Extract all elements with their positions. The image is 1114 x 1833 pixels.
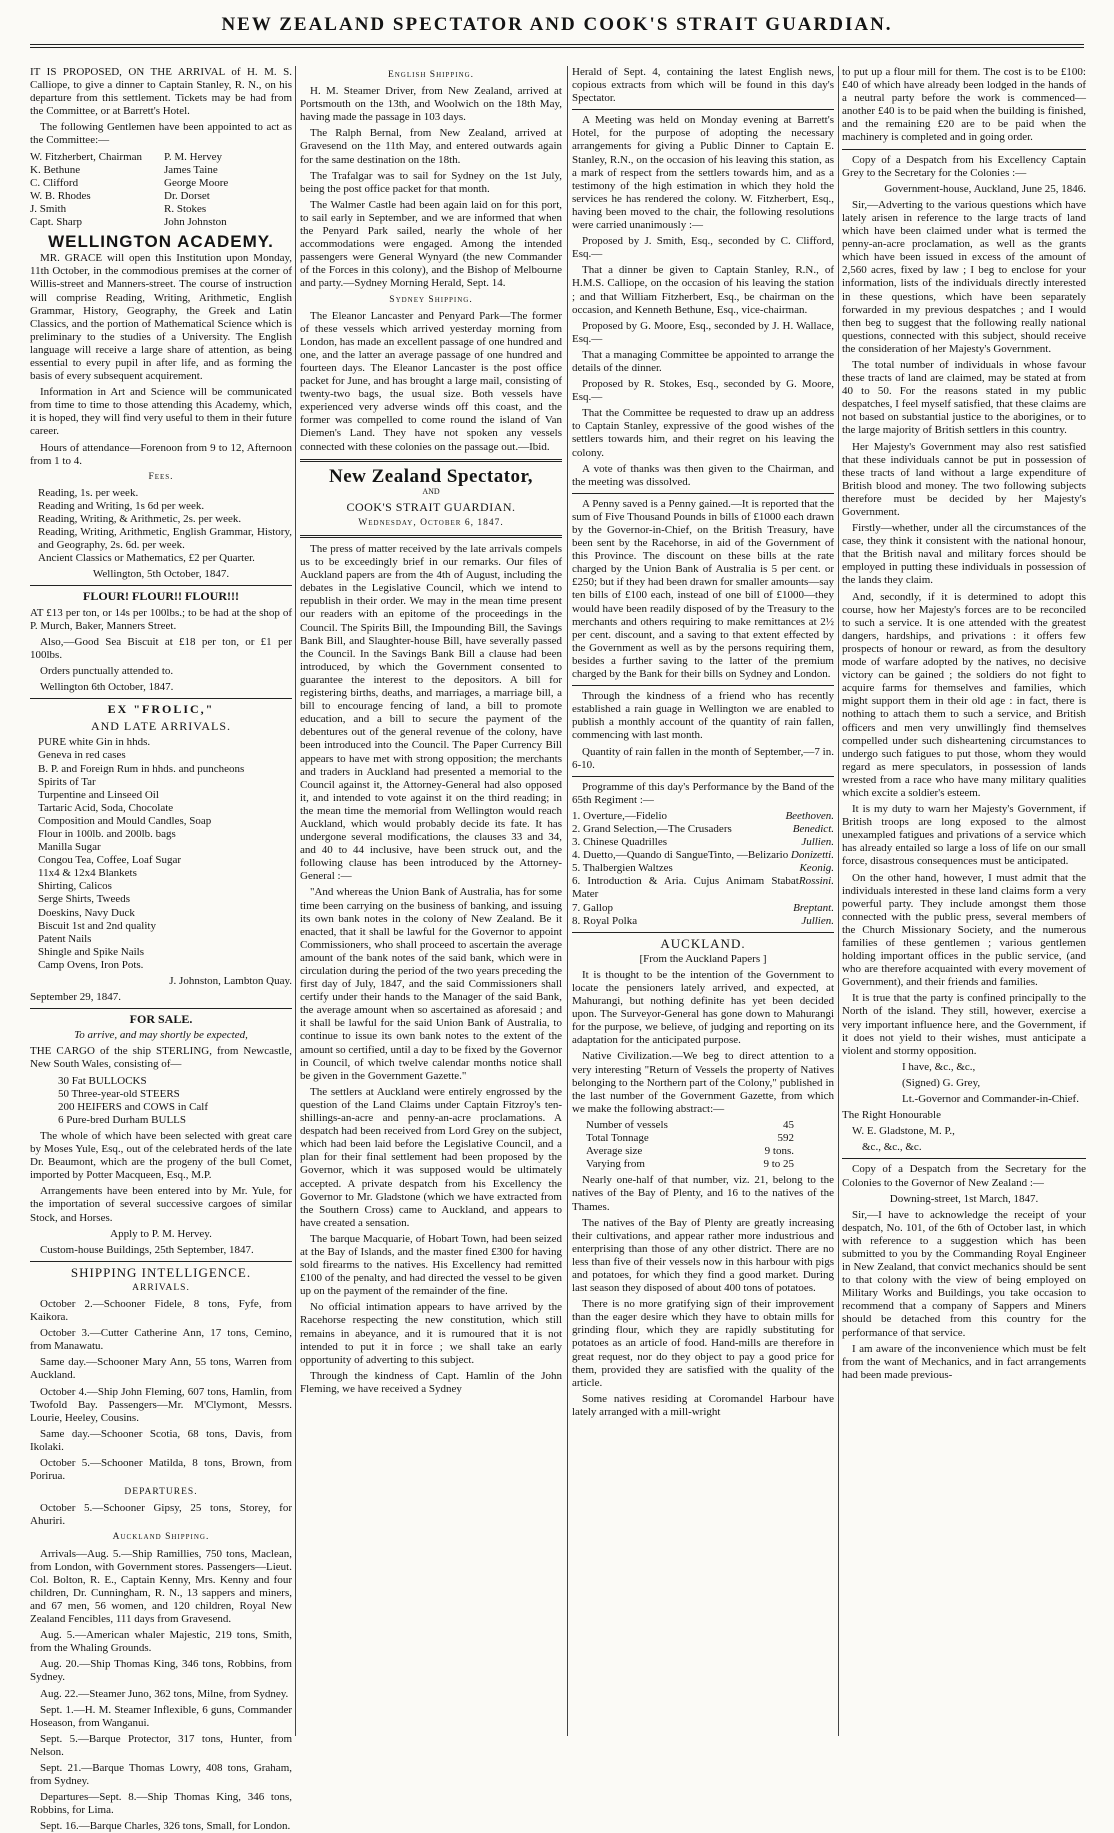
stat-label: Number of vessels xyxy=(586,1118,668,1131)
paper-title-cook: COOK'S STRAIT GUARDIAN. xyxy=(346,499,516,514)
arrival-entry: Same day.—Schooner Scotia, 68 tons, Davis, from Ikolaki. xyxy=(30,1427,292,1453)
despatch2-text: I am aware of the inconvenience which must be felt from the want of Mechanics, and in fact arrangements had been made previous- xyxy=(842,1342,1086,1381)
programme-composer: Jullien. xyxy=(801,914,834,927)
stat-value: 9 tons. xyxy=(764,1145,794,1158)
sale-subheading: To arrive, and may shortly be expected, xyxy=(74,1029,248,1042)
departures-heading: DEPARTURES. xyxy=(124,1487,198,1498)
despatch-title: Copy of a Despatch from his Excellency Captain Grey to the Secretary for the Colonies :— xyxy=(842,153,1086,179)
native-text: The natives of the Bay of Plenty are greatly increasing their cultivations, and appear rather more industrious and enterprising than those of any other district. There are no less than five of their vessels now in this harbour with pigs and potatoes, for which they find a good market. During last season they disposed of about 400 tons of potatoes. xyxy=(572,1216,834,1295)
auckland-shipping-entry: Sept. 16.—Barque Charles, 326 tons, Small, for London. xyxy=(40,1820,291,1833)
goods-item: Manilla Sugar xyxy=(38,841,101,854)
divider xyxy=(30,698,292,699)
auckland-shipping-entry: Arrivals—Aug. 5.—Ship Ramillies, 750 tons, Maclean, from London, with Government stores. Passengers—Lieut. Col. Bolton, R. E., Captain Kenny, Mrs. Kenny and four children, Dr. Cunningham, R. N., 13 sappers and miners, and 67 men, 56 women, and 120 children, Royal New Zealand Fencibles, 111 days from Gravesend. xyxy=(30,1547,292,1626)
sydney-shipping-heading: Sydney Shipping. xyxy=(389,294,473,305)
frolic-items xyxy=(30,736,292,972)
cattle-item: 6 Pure-bred Durham BULLS xyxy=(58,1113,187,1126)
paper-title-and: AND xyxy=(422,486,440,496)
programme-item xyxy=(572,875,834,901)
despatch-address: The Right Honourable xyxy=(842,1109,941,1122)
fees-heading: Fees. xyxy=(148,471,174,482)
programme-composer: Beethoven. xyxy=(785,809,834,822)
flour-text: AT £13 per ton, or 14s per 100lbs.; to be had at the shop of P. Murch, Baker, Manners Street. xyxy=(30,606,292,632)
herald-text: Herald of Sept. 4, containing the latest English news, copious extracts from which will be found in this day's Spectator. xyxy=(572,66,834,105)
sale-items xyxy=(30,1075,292,1127)
paper-title: New Zealand Spectator, xyxy=(329,465,533,487)
divider xyxy=(30,585,292,586)
stat-row xyxy=(572,1119,834,1132)
fee-item: Reading, Writing, & Arithmetic, 2s. per week. xyxy=(38,513,242,525)
goods-item: Shingle and Spike Nails xyxy=(38,945,145,958)
paper-date: Wednesday, October 6, 1847. xyxy=(358,517,504,528)
despatch-paragraph: And, secondly, if it is determined to adopt this course, how her Majesty's forces are to be reconciled to such a service. It is one attended with the greatest dangers, hardships, and privations : it offers few prospects of honour or reward, as from the desultory mode of warfare adopted by the natives, no decisive victory can be gained ; the soldiers do not fight to acquire farms for themselves and families, which might support them in their old age : in fact, there is nothing to attach them to such a service, and British officers and men very unwillingly find themselves compelled under such disheartening circumstances to undergo such fatigues to put those, whom they would regard as mere speculators, in possession of lands wrested from a race who have many military qualities which excite a soldier's esteem. xyxy=(842,590,1086,799)
despatch-paragraph: It is true that the party is confined principally to the North of the island. They still, however, exercise a very important influence here, and the Government, if it does not yield to their wishes, must anticipate a violent and stormy opposition. xyxy=(842,992,1086,1057)
despatch-sign: (Signed) G. Grey, xyxy=(902,1076,981,1089)
committee-member: W. Fitzherbert, Chairman xyxy=(30,150,143,163)
frolic-heading: EX "FROLIC," xyxy=(107,702,215,717)
divider xyxy=(572,493,834,494)
committee-member: Capt. Sharp xyxy=(30,216,82,229)
fee-item: Reading, Writing, Arithmetic, English Grammar, History, and Geography, 2s. 6d. per week. xyxy=(38,526,292,552)
frolic-date: September 29, 1847. xyxy=(30,991,122,1004)
meeting-paragraph: That a managing Committee be appointed to arrange the details of the dinner. xyxy=(572,348,834,374)
sydney-shipping-text: The Eleanor Lancaster and Penyard Park—The former of these vessels which arrived yesterday morning from London, has made an excellent passage of one hundred and one, and the latter an average passage of one hundred and fourteen days. The Eleanor Lancaster is the post office packet for June, and has brought a large mail, consisting of twenty-two bags, the usual size. Both vessels have experienced very adverse winds off this coast, and the former was compelled to come round the island of Van Diemen's Land. They have not spoken any vessels connected with these colonies on the passage out.—Ibid. xyxy=(300,309,562,453)
programme-piece: 7. Gallop xyxy=(572,901,613,914)
programme-list xyxy=(572,810,834,928)
fee-item: Ancient Classics or Mathematics, £2 per Quarter. xyxy=(38,552,255,565)
column-divider xyxy=(838,66,839,1736)
programme-composer: Benedict. xyxy=(792,822,834,835)
meeting-article xyxy=(572,114,834,489)
despatch-address: W. E. Gladstone, M. P., xyxy=(852,1125,955,1138)
column-divider xyxy=(295,66,296,1736)
goods-item: Flour in 100lb. and 200lb. bags xyxy=(38,827,176,840)
programme-composer: Jullien. xyxy=(801,836,834,849)
auckland-shipping-heading: Auckland Shipping. xyxy=(112,1532,210,1543)
arrivals-heading: ARRIVALS. xyxy=(132,1282,190,1293)
programme-piece: 5. Thalbergien Waltzes xyxy=(572,862,673,875)
sale-apply: Apply to P. M. Hervey. xyxy=(110,1227,212,1240)
divider xyxy=(300,535,562,538)
auckland-shipping-entry: Aug. 20.—Ship Thomas King, 346 tons, Robbins, from Sydney. xyxy=(30,1658,292,1684)
programme-composer: Breptant. xyxy=(793,901,834,914)
programme-item xyxy=(572,902,834,915)
masthead-rule xyxy=(30,44,1084,45)
despatch-paragraph: On the other hand, however, I must admit that the individuals interested in these land claims form a very powerful party. They include amongst them those connected with the public press, several members of the Church Missionary Society, and the numerous families of these gentlemen ; various gentlemen holding important offices in the public service, (and who are therefore acquainted with every movement of Government), and their friends and families. xyxy=(842,871,1086,989)
committee-list xyxy=(30,151,292,230)
sale-text: THE CARGO of the ship STERLING, from Newcastle, New South Wales, consisting of— xyxy=(30,1045,292,1071)
committee-member: J. Smith xyxy=(30,202,67,215)
meeting-paragraph: That the Committee be requested to draw up an address to Captain Stanley, expressive of the good wishes of the settlers towards him, and their regret on his leaving the colony. xyxy=(572,407,834,459)
divider xyxy=(842,149,1086,150)
despatch-text xyxy=(842,199,1086,1058)
native-text: Native Civilization.—We beg to direct attention to a very interesting "Return of Vessels the property of Natives belonging to the Northern part of the Colony," published in the last number of the Government Gazette, from which we make the following abstract:— xyxy=(572,1050,834,1115)
flour-text: Also,—Good Sea Biscuit at £18 per ton, or £1 per 100lbs. xyxy=(30,635,292,661)
frolic-sign: J. Johnston, Lambton Quay. xyxy=(169,975,292,987)
english-shipping-list xyxy=(300,85,562,290)
sale-text: Arrangements have been entered into by Mr. Yule, for the importation of several successive cargoes of similar Stock, and Horses. xyxy=(30,1185,292,1224)
programme-item xyxy=(572,836,834,849)
despatch-place: Government-house, Auckland, June 25, 1846. xyxy=(884,182,1086,195)
auckland-shipping-entry: Departures—Sept. 8.—Ship Thomas King, 346 tons, Robbins, for Lima. xyxy=(30,1791,292,1817)
divider xyxy=(572,685,834,686)
committee-member: George Moore xyxy=(164,176,229,189)
despatch-sign: Lt.-Governor and Commander-in-Chief. xyxy=(902,1093,1079,1106)
programme-item xyxy=(572,849,834,862)
english-shipping-heading: English Shipping. xyxy=(387,70,475,80)
masthead: NEW ZEALAND SPECTATOR AND COOK'S STRAIT GUARDIAN. xyxy=(221,14,893,35)
goods-item: Patent Nails xyxy=(38,932,92,945)
despatch2-place: Downing-street, 1st March, 1847. xyxy=(889,1192,1039,1205)
stat-value: 592 xyxy=(777,1132,794,1145)
committee-member: Dr. Dorset xyxy=(164,189,210,202)
goods-item: Tartaric Acid, Soda, Chocolate xyxy=(38,801,174,814)
divider xyxy=(842,1158,1086,1159)
english-shipping-entry: The Trafalgar was to sail for Sydney on the 1st July, being the post office packet for that month. xyxy=(300,169,562,195)
committee-member: P. M. Hervey xyxy=(164,150,223,163)
mill-text: to put up a flour mill for them. The cost is to be £100: £40 of which have already been lodged in the hands of a neutral party before the work is commenced—another £40 is to be paid when the building is finished, and the remaining £20 are to be paid when the machinery is completed and in going order. xyxy=(842,66,1086,144)
column-1 xyxy=(30,66,292,1833)
english-shipping-entry: H. M. Steamer Driver, from New Zealand, arrived at Portsmouth on the 13th, and Woolwich on the 18th May, having made the passage in 103 days. xyxy=(300,85,562,124)
english-shipping-entry: The Walmer Castle had been again laid on for this port, to sail early in September, and we are informed that when the Penyard Park sailed, nearly the whole of her accommodations were engaged. Among the intended passengers were General Wynyard (the new Commander of the Forces in this colony), and the Bishop of Melbourne and party.—Sydney Morning Herald, Sept. 14. xyxy=(300,198,562,290)
stat-label: Average size xyxy=(586,1145,643,1158)
auckland-shipping-entry: Sept. 5.—Barque Protector, 317 tons, Hunter, from Nelson. xyxy=(30,1732,292,1758)
committee-member: James Taine xyxy=(164,163,218,176)
meeting-paragraph: A vote of thanks was then given to the Chairman, and the meeting was dissolved. xyxy=(572,462,834,488)
programme-piece: 1. Overture,—Fidelio xyxy=(572,809,668,822)
vessel-stats xyxy=(572,1119,834,1171)
rain-quantity: Quantity of rain fallen in the month of September,—7 in. 6-10. xyxy=(572,745,834,771)
despatch-paragraph: Her Majesty's Government may also rest satisfied that these individuals cannot be put in possession of these tracts of land without a large expenditure of British blood and money. The two following subjects therefore must be decided by her Majesty's Government. xyxy=(842,440,1086,518)
column-4 xyxy=(842,66,1086,1736)
auckland-source: [From the Auckland Papers ] xyxy=(639,952,767,965)
flour-heading: FLOUR! FLOUR!! FLOUR!!! xyxy=(83,589,239,604)
goods-item: Spirits of Tar xyxy=(38,775,96,788)
frolic-subheading: AND LATE ARRIVALS. xyxy=(90,719,232,734)
stat-value: 45 xyxy=(783,1118,794,1131)
goods-item: Doeskins, Navy Duck xyxy=(38,906,135,919)
programme-item xyxy=(572,823,834,836)
english-shipping-entry: The Ralph Bernal, from New Zealand, arrived at Gravesend on the 11th May, and entered outwards again for the same destination on the 18th. xyxy=(300,127,562,166)
programme-piece: 2. Grand Selection,—The Crusaders xyxy=(572,822,732,835)
arrival-entry: October 3.—Cutter Catherine Ann, 17 tons, Cemino, from Manawatu. xyxy=(30,1327,292,1353)
lead-paragraph: The settlers at Auckland were entirely engrossed by the question of the Land Claims under Captain Fitzroy's ten-shillings-an-acre and penny-an-acre proclamations. A despatch had been received from Lord Grey on the subject, which had been laid before the Legislative Council, and a plan for their final settlement had been proposed by the Governor, which it was supposed would be ultimately accepted. A private despatch from his Excellency the Governor to Mr. Gladstone (which we have extracted from the Southern Cross) came to Auckland, and appears to have created a sensation. xyxy=(300,1085,562,1229)
lead-paragraph: The press of matter received by the late arrivals compels us to be exceedingly brief in our remarks. Our files of Auckland papers are from the 4th of August, including the debates in the Legislative Council, which we intend to republish in their order. We may in the mean time present our readers with an epitome of the proceedings in the Council. The Spirits Bill, the Impounding Bill, the Savings Bank Bill, and Slaughter-house Bill, have severally passed the Council. In the Savings Bank Bill a clause had been introduced, by which the Government consented to guarantee the interest to the depositors. A bill for registering births, deaths, and marriages, a marriage bill, a bill to encourage fencing of land, a bill to promote education, and a bill to secure the payment of the debentures out of the general revenue of the colony, have been introduced into the Council. The Paper Currency Bill appears to have met with strong opposition; the merchants and traders in Auckland had presented a memorial to the Council against it, the Attorney-General had also opposed it, and intended to vote against it on the third reading; in the mean time the memorial from Wellington would reach Auckland, which would probably decide its fate. It has undergone several modifications, the clauses 33 and 34, and 40 to 44 inclusive, have been struck out, and the following clause has been introduced by the Attorney-General :— xyxy=(300,543,562,883)
auckland-shipping-entry: Sept. 1.—H. M. Steamer Inflexible, 6 guns, Commander Hoseason, from Wanganui. xyxy=(30,1703,292,1729)
committee-member: C. Clifford xyxy=(30,176,79,189)
committee-member: R. Stokes xyxy=(164,202,207,215)
academy-title: WELLINGTON ACADEMY. xyxy=(48,232,274,252)
flour-date: Wellington 6th October, 1847. xyxy=(40,681,174,694)
divider xyxy=(572,776,834,777)
despatch2-text: Sir,—I have to acknowledge the receipt of your despatch, No. 101, of the 6th of October last, in which with reference to a suggestion which has been submitted to you by the Commanding Royal Engineer in New Zealand, that convict mechanics should be sent to that colony with the view of being employed on Military Works and Buildings, you take occasion to recommend that a company of Sappers and Miners should be detached from this country for the performance of that service. xyxy=(842,1208,1086,1339)
meeting-paragraph: A Meeting was held on Monday evening at Barrett's Hotel, for the purpose of adopting the necessary arrangements for giving a Public Dinner to Captain E. Stanley, R.N., on the occasion of his leaving this station, as a mark of respect from the settlers towards him, and as a testimony of the high estimation in which they hold the services he has rendered the colony. W. Fitzherbert, Esq., having been moved to the chair, the following resolutions were carried unanimously :— xyxy=(572,114,834,232)
arrival-entry: October 5.—Schooner Matilda, 8 tons, Brown, from Porirua. xyxy=(30,1457,292,1483)
despatch-address: &c., &c., &c. xyxy=(862,1141,922,1154)
goods-item: PURE white Gin in hhds. xyxy=(38,736,151,749)
flour-text: Orders punctually attended to. xyxy=(40,664,174,677)
despatch-paragraph: It is my duty to warn her Majesty's Government, if British troops are long exposed to the almost unexampled fatigues and privations of a service which has already entailed so large a loss of life on our small force, disastrous consequences must be anticipated. xyxy=(842,803,1086,868)
despatch2-title: Copy of a Despatch from the Secretary for the Colonies to the Governor of New Zealand :— xyxy=(842,1163,1086,1189)
goods-item: Turpentine and Linseed Oil xyxy=(38,788,159,801)
lead-article xyxy=(300,543,562,1396)
despatch-paragraph: Firstly—whether, under all the circumstances of the case, they think it consistent with the national honour, that the British naval and military forces should be employed in putting these individuals in possession of the lands they claim. xyxy=(842,522,1086,587)
programme-piece: 3. Chinese Quadrilles xyxy=(572,836,668,849)
column-3 xyxy=(572,66,834,1736)
programme-item xyxy=(572,810,834,823)
arrivals-list xyxy=(30,1298,292,1483)
academy-text: MR. GRACE will open this Institution upon Monday, 11th October, in the commodious premises at the corner of Willis-street and Manners-street. The course of instruction will comprise Reading, Writing, Arithmetic, English Grammar, History, Geography, the Greek and Latin Classics, and the portion of Mathematical Science which is preliminary to the studies of a University. The English language will receive a large share of attention, as being essential to every pupil in after life, and as forming the basis of every subsequent acquirement. xyxy=(30,252,292,383)
programme-piece: 6. Introduction & Aria. Cujus Animam Stabat Mater xyxy=(572,875,799,901)
goods-item: Composition and Mould Candles, Soap xyxy=(38,814,212,827)
lead-paragraph: The barque Macquarie, of Hobart Town, had been seized at the Bay of Islands, and the master fined £300 for having sold firearms to the natives. His Excellency had remitted £100 of the penalty, and had directed the vessel to be given up on the payment of the remainder of the fine. xyxy=(300,1232,562,1298)
goods-item: Biscuit 1st and 2nd quality xyxy=(38,919,156,932)
despatch-paragraph: The total number of individuals in whose favour these tracts of land are claimed, may be stated at from 40 to 50. For the reasons stated in my public despatches, I feel myself satisfied, that these claims are not based on substantial justice to the aborigines, or to the large majority of British settlers in this country. xyxy=(842,358,1086,437)
programme-composer: Rossini. xyxy=(798,875,834,888)
stat-row xyxy=(572,1132,834,1145)
native-text: Nearly one-half of that number, viz. 21, belong to the natives of the Bay of Plenty, and 16 to the natives of the Thames. xyxy=(572,1174,834,1213)
sale-text: The whole of which have been selected with great care by Moses Yule, Esq., out of the celebrated herds of the late Dr. Beaumont, which are the progeny of the bull Comet, imported by Potter Macqueen, Esq., M.P. xyxy=(30,1129,292,1182)
fee-item: Reading and Writing, 1s 6d per week. xyxy=(38,499,205,512)
academy-date: Wellington, 5th October, 1847. xyxy=(92,568,230,581)
programme-piece: 8. Royal Polka xyxy=(572,914,638,927)
lead-paragraph: "And whereas the Union Bank of Australia, has for some time been carrying on the business of banking, and issuing its own bank notes in the colony of New Zealand. Be it enacted, that it shall be lawful for the Governor to appoint Commissioners, who shall proceed to ascertain the average amount of the bank notes of the said bank, which were in circulation during the period of the two years preceding the first day of July, 1847, and the said Commissioners shall certify under their hands to the Manager of the said Bank, the average amount when so ascertained as aforesaid ; and it shall be lawful for the said Union Bank of Australia, to continue to issue its own bank notes to the extent of the amount so certified, until a day to be fixed by the Governor in Council, of which twelve calendar months notice shall be given in the Government Gazette." xyxy=(300,886,562,1082)
dinner-notice: IT IS PROPOSED, ON THE ARRIVAL of H. M. S. Calliope, to give a dinner to Captain Stanley, R. N., on his departure from this settlement. Tickets may be had from the Committee, or at Barrett's Hotel. xyxy=(30,66,292,118)
meeting-paragraph: Proposed by J. Smith, Esq., seconded by C. Clifford, Esq.— xyxy=(572,235,834,261)
masthead-rule-2 xyxy=(30,47,1084,48)
shipping-heading: SHIPPING INTELLIGENCE. xyxy=(70,1264,252,1280)
goods-item: Shirting, Calicos xyxy=(38,880,112,893)
divider xyxy=(300,459,562,462)
goods-item: 11x4 & 12x4 Blankets xyxy=(38,867,137,880)
cattle-item: 200 HEIFERS and COWS in Calf xyxy=(58,1100,209,1113)
departures-list xyxy=(30,1502,292,1528)
auckland-shipping-entry: Sept. 21.—Barque Thomas Lowry, 408 tons, Graham, from Sydney. xyxy=(30,1761,292,1788)
column-divider xyxy=(567,66,568,1736)
arrival-entry: October 4.—Ship John Fleming, 607 tons, Hamlin, from Twofold Bay. Passengers—Mr. M'Clymont, Messrs. Lourie, Heeley, Cousins. xyxy=(30,1385,292,1424)
goods-item: B. P. and Foreign Rum in hhds. and puncheons xyxy=(38,762,245,775)
penny-article: A Penny saved is a Penny gained.—It is reported that the sum of Five Thousand Pounds in bills of £1000 each drawn by the Governor-in-Chief, on the British Treasury, have been sent by the Racehorse, in aid of the Government of this Province. The discount on these bills at the rate charged by the Union Bank of Australia is 5 per cent. or £250; but if they had been drawn for smaller amounts—say ten bills of £100 each, instead of one bill of £1000—they would have been readily disposed of by the Treasury to the merchants and others requiring to make remittances at 2½ per cent. discount, and a saving to that extent effected by the Government as well as by the persons requiring them, besides a further saving to the latter of the premium charged by the Bank for their bills on Sydney and London. xyxy=(572,497,834,681)
programme-item xyxy=(572,915,834,928)
arrival-entry: Same day.—Schooner Mary Ann, 55 tons, Warren from Auckland. xyxy=(30,1356,292,1382)
stat-label: Varying from xyxy=(586,1158,645,1171)
meeting-paragraph: Proposed by G. Moore, Esq., seconded by J. H. Wallace, Esq.— xyxy=(572,319,834,345)
auckland-text: It is thought to be the intention of the Government to locate the pensioners lately arrived, and expected, at Mahurangi, but nothing definite has yet been decided upon. The Surveyor-General has gone down to Mahurangi for the purpose, we believe, of judging and reporting on its adaptation for the anticipated purpose. xyxy=(572,968,834,1047)
academy-text: Information in Art and Science will be communicated from time to time to those attending this Academy, which, it is hoped, they will find very useful to them in their future career. xyxy=(30,386,292,438)
despatch-sign: I have, &c., &c., xyxy=(902,1060,976,1073)
programme-piece: 4. Duetto,—Quando di SangueTinto, —Belizario xyxy=(572,849,789,862)
programme-composer: Donizetti. xyxy=(790,849,834,862)
cattle-item: 50 Three-year-old STEERS xyxy=(58,1087,180,1100)
divider xyxy=(572,932,834,933)
departure-entry: October 5.—Schooner Gipsy, 25 tons, Storey, for Ahuriri. xyxy=(30,1502,292,1528)
programme-item xyxy=(572,862,834,875)
sale-place: Custom-house Buildings, 25th September, 1847. xyxy=(40,1243,254,1256)
goods-item: Congou Tea, Coffee, Loaf Sugar xyxy=(38,854,182,867)
auckland-shipping-entry: Aug. 5.—American whaler Majestic, 219 tons, Smith, from the Whaling Grounds. xyxy=(30,1629,292,1655)
sale-heading: FOR SALE. xyxy=(129,1012,193,1027)
rain-article: Through the kindness of a friend who has recently established a rain guage in Wellington we are enabled to publish a monthly account of the quantity of rain fallen, commencing with last month. xyxy=(572,690,834,742)
divider xyxy=(30,1008,292,1009)
academy-hours: Hours of attendance—Forenoon from 9 to 12, Afternoon from 1 to 4. xyxy=(30,441,292,467)
arrival-entry: October 2.—Schooner Fidele, 8 tons, Fyfe, from Kaikora. xyxy=(30,1297,292,1324)
native-text: There is no more gratifying sign of their improvement than the eager desire which they have to obtain mills for grinding flour, which they are rapidly substituting for potatoes as an article of food. Hand-mills are therefore in great request, nor do they object to pay a good price for them, provided they are satisfied with the quality of the article. xyxy=(572,1298,834,1389)
goods-item: Geneva in red cases xyxy=(38,749,126,762)
stat-row xyxy=(572,1158,834,1171)
committee-member: John Johnston xyxy=(164,216,227,229)
fees-list xyxy=(30,487,292,566)
native-text: Some natives residing at Coromandel Harbour have lately arranged with a mill-wright xyxy=(572,1392,834,1418)
divider xyxy=(30,1261,292,1262)
despatch-paragraph: Sir,—Adverting to the various questions which have lately arisen in reference to the large tracts of land which have been claimed under what is termed the penny-an-acre proclamation, as well as the grants which have been issued in excess of the amount of 2,560 acres, fixed by law ; I beg to enclose for your information, lists of the individuals directly interested in these questions, which have been separately forwarded in my previous despatches ; and I would then beg to suggest that the following really national questions, connected with this subject, should receive the consideration of her Majesty's Government. xyxy=(842,198,1086,355)
column-2 xyxy=(300,66,562,1736)
goods-item: Serge Shirts, Tweeds xyxy=(38,893,131,906)
committee-member: K. Bethune xyxy=(30,163,81,176)
stat-label: Total Tonnage xyxy=(586,1132,649,1145)
stat-row xyxy=(572,1145,834,1158)
meeting-paragraph: That a dinner be given to Captain Stanley, R.N., of H.M.S. Calliope, on the occasion of his leaving the station ; and that William Fitzherbert, Esq., be chairman on the occasion, and Kenneth Bethune, Esq., vice-chairman. xyxy=(572,264,834,316)
goods-item: Camp Ovens, Iron Pots. xyxy=(38,958,144,971)
cattle-item: 30 Fat BULLOCKS xyxy=(58,1074,147,1087)
meeting-paragraph: Proposed by R. Stokes, Esq., seconded by G. Moore, Esq.— xyxy=(572,378,834,404)
programme-heading: Programme of this day's Performance by the Band of the 65th Regiment :— xyxy=(572,780,834,806)
divider xyxy=(572,109,834,110)
programme-composer: Keonig. xyxy=(799,862,834,875)
committee-member: W. B. Rhodes xyxy=(30,189,91,202)
auckland-shipping-list xyxy=(30,1548,292,1833)
auckland-shipping-entry: Aug. 22.—Steamer Juno, 362 tons, Milne, from Sydney. xyxy=(40,1687,289,1700)
auckland-heading: AUCKLAND. xyxy=(660,935,746,951)
lead-paragraph: No official intimation appears to have arrived by the Racehorse respecting the new constitution, which still remains in abeyance, and it is rumoured that it is not intended to put it in force ; we shall take an early opportunity of adverting to this subject. xyxy=(300,1301,562,1366)
stat-value: 9 to 25 xyxy=(763,1158,794,1171)
fee-item: Reading, 1s. per week. xyxy=(38,486,139,499)
lead-paragraph: Through the kindness of Capt. Hamlin of the John Fleming, we have received a Sydney xyxy=(300,1369,562,1395)
committee-intro: The following Gentlemen have been appointed to act as the Committee:— xyxy=(30,121,292,147)
